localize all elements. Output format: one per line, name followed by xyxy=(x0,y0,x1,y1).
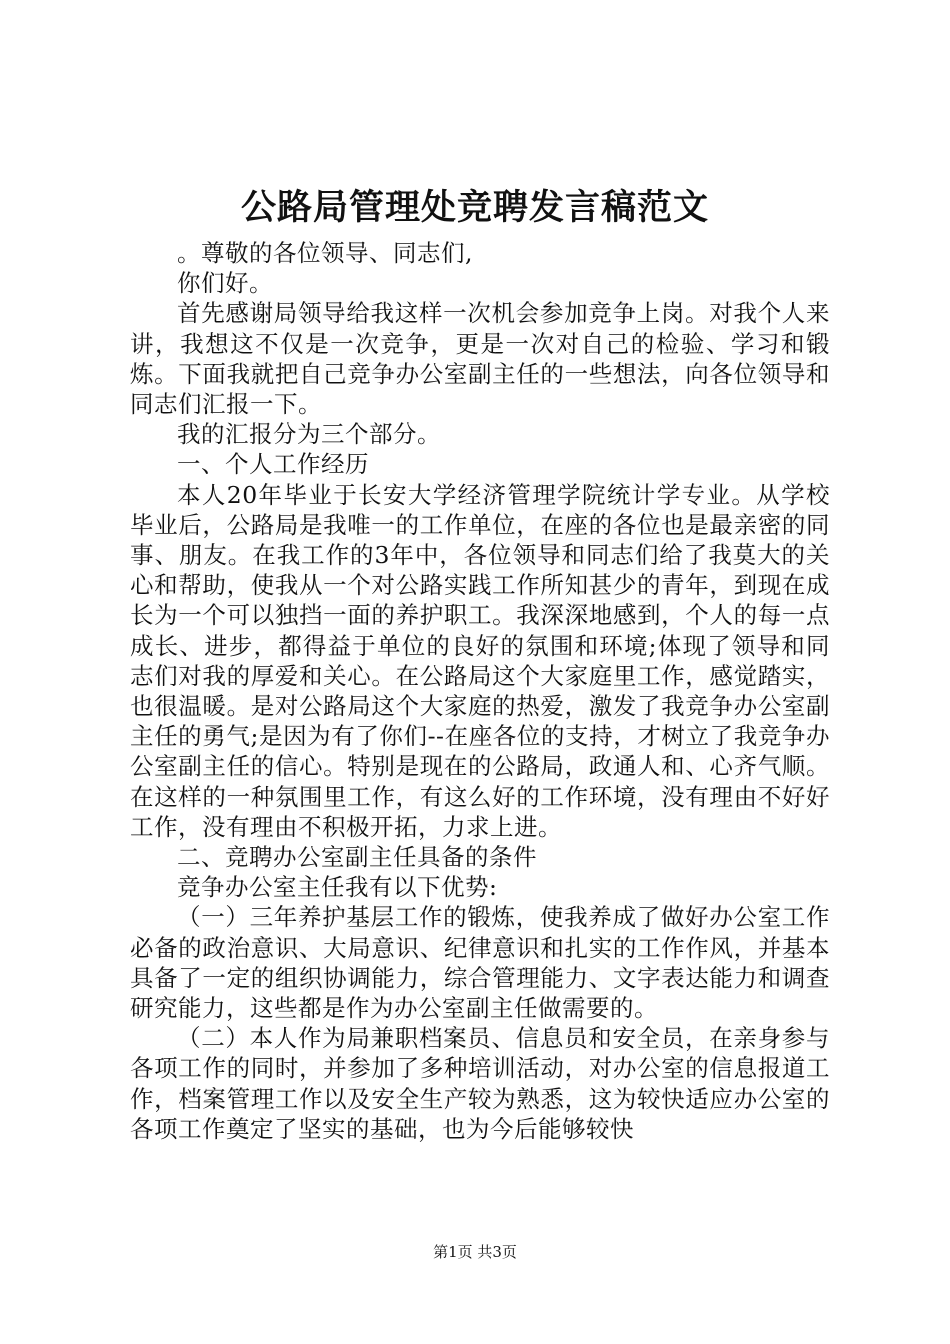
paragraph-greeting: 。尊敬的各位领导、同志们, xyxy=(177,239,473,267)
document-title: 公路局管理处竞聘发言稿范文 xyxy=(240,187,709,228)
page-footer: 第1页 共3页 xyxy=(433,1243,517,1261)
section-heading-2: 二、竞聘办公室副主任具备的条件 xyxy=(177,843,537,872)
paragraph-report-outline: 我的汇报分为三个部分。 xyxy=(177,420,441,449)
document-body xyxy=(130,238,830,1144)
paragraph-advantages-intro: 竞争办公室主任我有以下优势: xyxy=(177,873,498,902)
section-heading-1: 一、个人工作经历 xyxy=(177,450,369,479)
paragraph-intro: 首先感谢局领导给我这样一次机会参加竞争上岗。对我个人来讲，我想这不仅是一次竞争，更是一次对自己的检验、学习和锻炼。下面我就把自己竞争办公室副主任的一些想法，向各位领导和同志们汇报一下。 xyxy=(130,299,830,419)
paragraph-work-history: 本人20年毕业于长安大学经济管理学院统计学专业。从学校毕业后，公路局是我唯一的工作单位，在座的各位也是最亲密的同事、朋友。在我工作的3年中，各位领导和同志们给了我莫大的关心和帮助，使我从一个对公路实践工作所知甚少的青年，到现在成长为一个可以独挡一面的养护职工。我深深地感到，个人的每一点成长、进步，都得益于单位的良好的氛围和环境;体现了领导和同志们对我的厚爱和关心。在公路局这个大家庭里工作，感觉踏实，也很温暖。是对公路局这个大家庭的热爱，激发了我竞争办公室副主任的勇气;是因为有了你们--在座各位的支持，才树立了我竞争办公室副主任的信心。特别是现在的公路局，政通人和、心齐气顺。在这样的一种氛围里工作，有这么好的工作环境，没有理由不好好工作，没有理由不积极开拓，力求上进。 xyxy=(130,480,830,841)
paragraph-advantage-2: （二）本人作为局兼职档案员、信息员和安全员，在亲身参与各项工作的同时，并参加了多种培训活动，对办公室的信息报道工作，档案管理工作以及安全生产较为熟悉，这为较快适应办公室的各项工作奠定了坚实的基础，也为今后能够较快 xyxy=(130,1024,830,1143)
paragraph-hello: 你们好。 xyxy=(177,269,273,298)
paragraph-advantage-1: （一）三年养护基层工作的锻炼，使我养成了做好办公室工作必备的政治意识、大局意识、纪律意识和扎实的工作作风，并基本具备了一定的组织协调能力，综合管理能力、文字表达能力和调查研究能力，这些都是作为办公室副主任做需要的。 xyxy=(130,903,830,1023)
